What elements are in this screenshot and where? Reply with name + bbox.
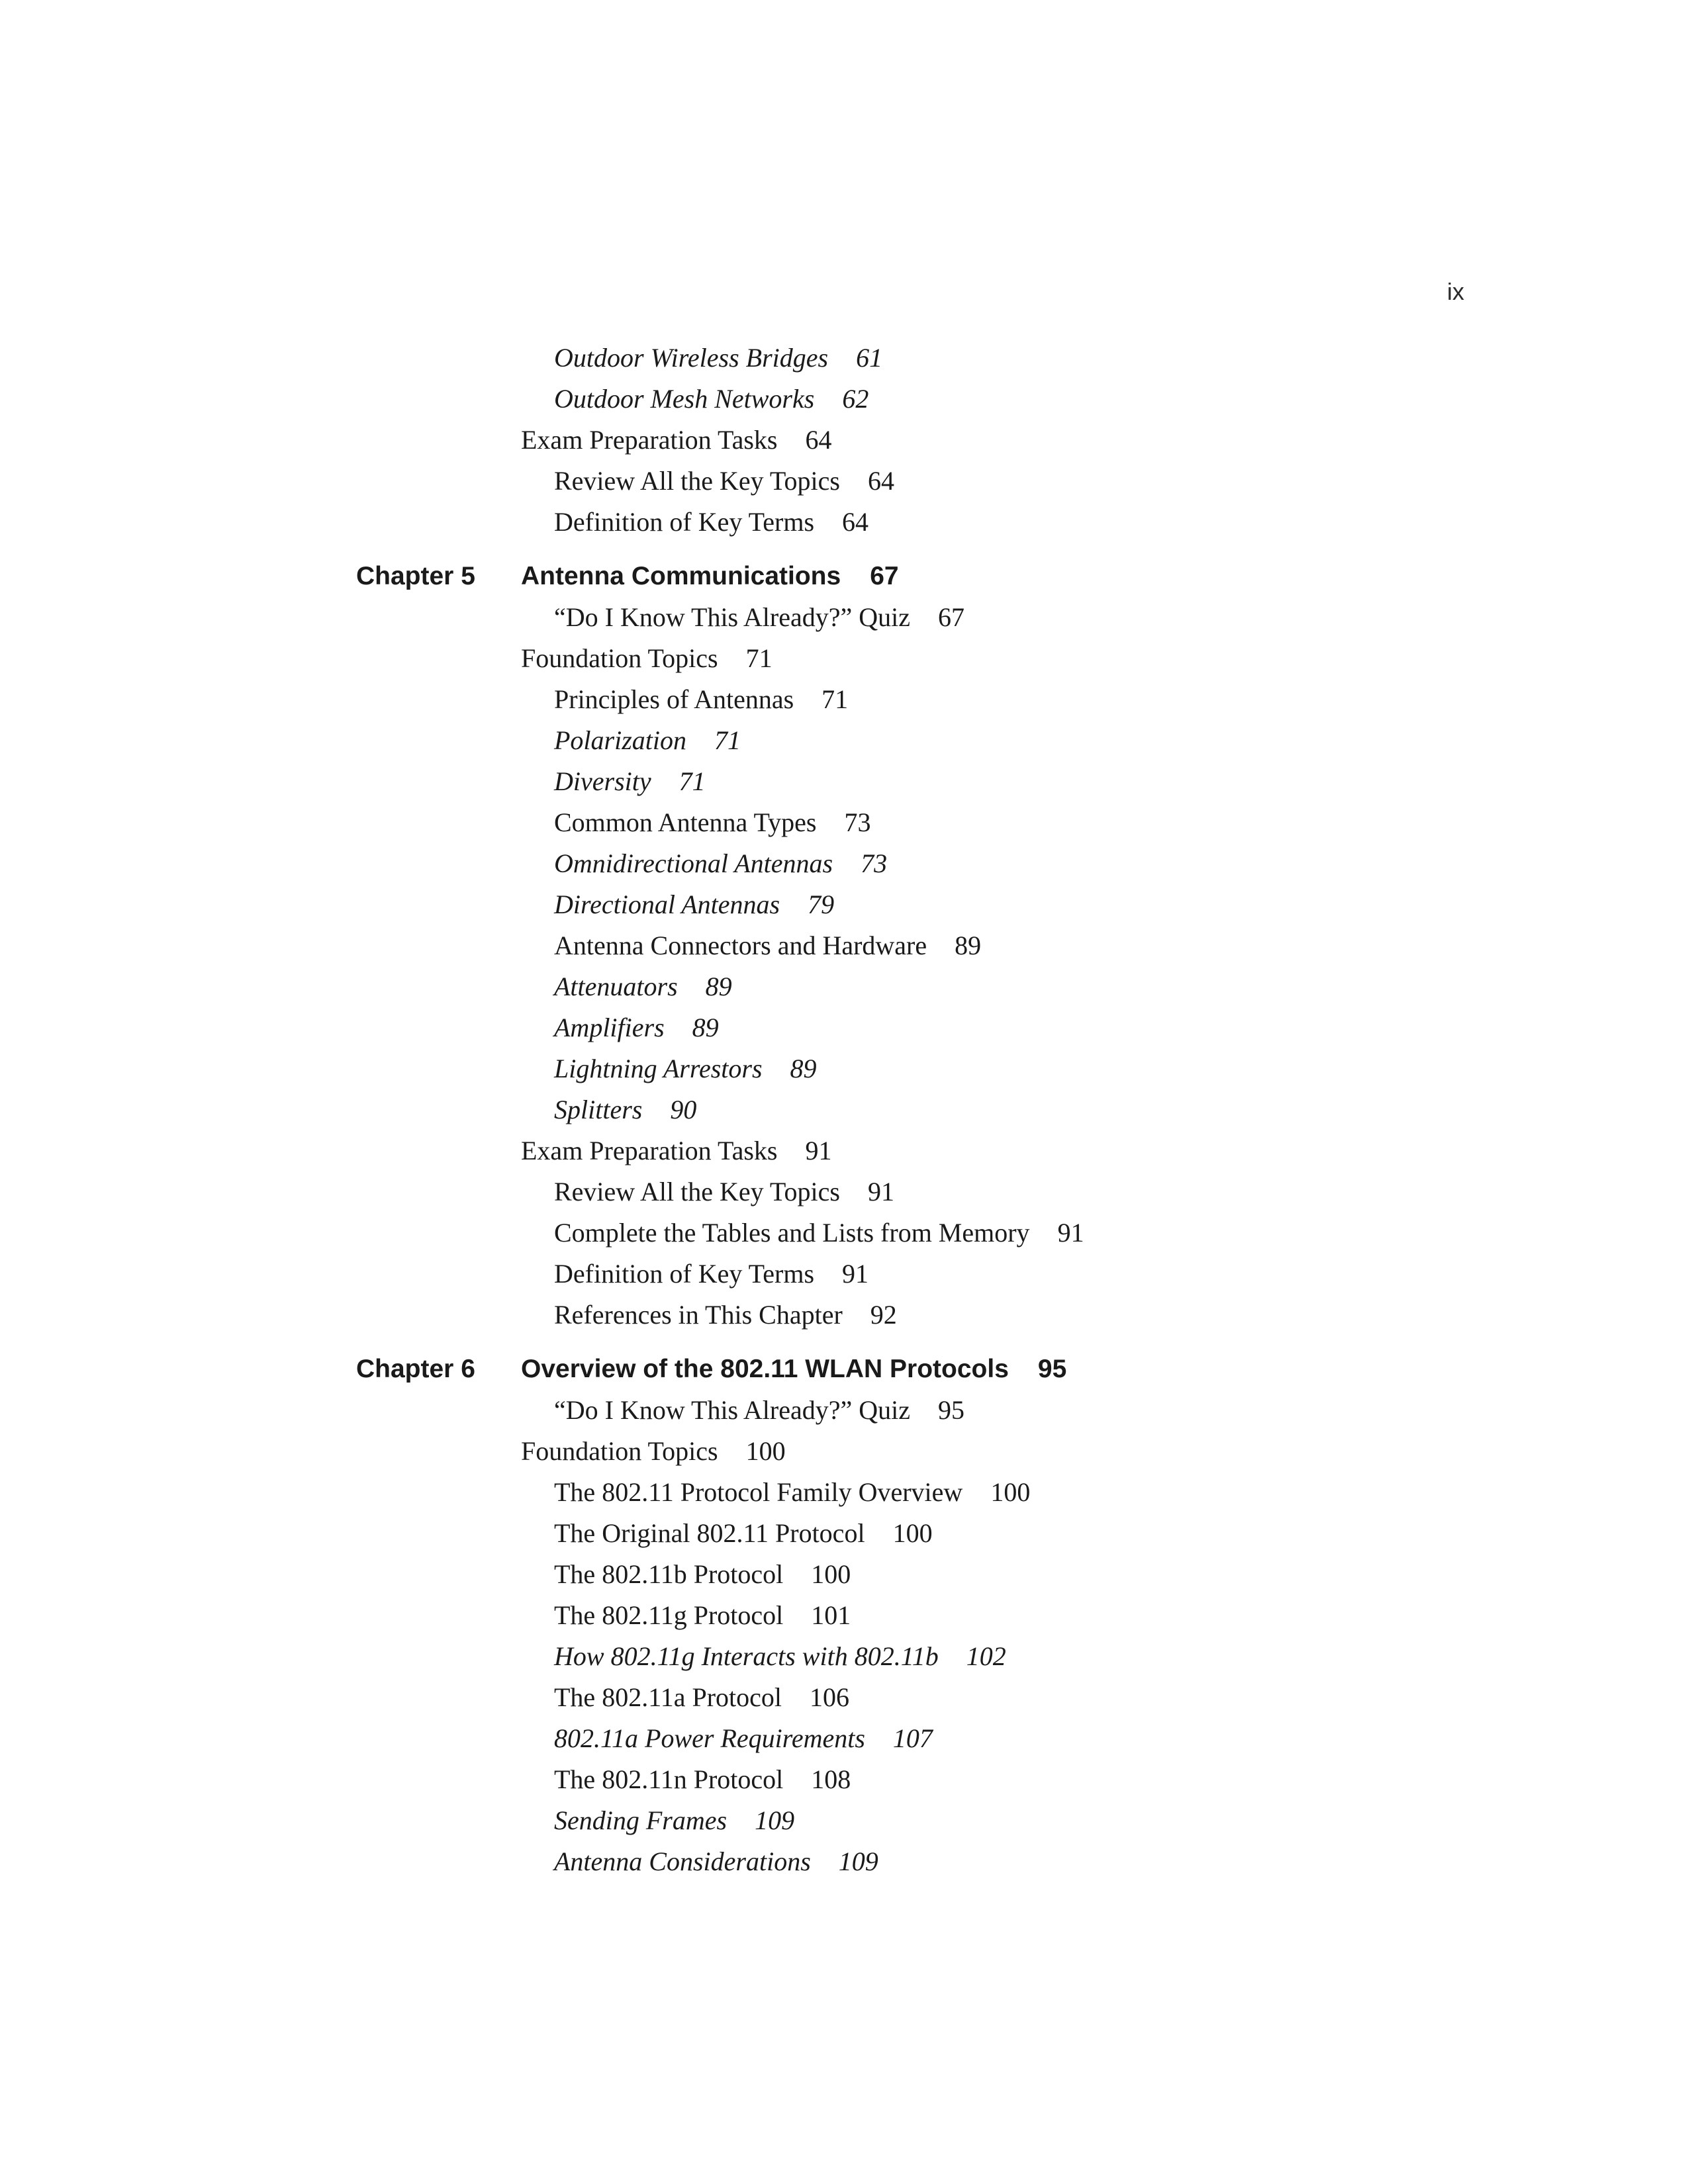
toc-entry-title: Definition of Key Terms [554,1259,815,1289]
toc-entry-page: 67 [938,602,965,632]
chapter-heading [0,556,1688,597]
toc-entry-title: Attenuators [554,972,678,1001]
toc-entry-title: Diversity [554,766,651,796]
toc-entry [0,597,1688,638]
page-number: ix [1447,278,1464,305]
toc-entry-title: Principles of Antennas [554,684,794,714]
toc-entry [0,720,1688,761]
toc-entry [0,1759,1688,1800]
toc-entry [0,1800,1688,1841]
toc-entry [0,379,1688,420]
toc-entry-title: Common Antenna Types [554,807,817,837]
toc-entry [0,1841,1688,1882]
toc-entry-page: 89 [692,1013,719,1042]
toc-entry-page: 92 [870,1300,897,1330]
toc-entry-page: 109 [755,1805,795,1835]
toc-entry-title: Foundation Topics [521,1436,718,1466]
toc-entry-page: 107 [892,1723,933,1753]
chapter-label: Chapter 5 [356,562,475,590]
toc-entry [0,925,1688,966]
toc-entry-title: The 802.11n Protocol [554,1764,784,1794]
toc-entry [0,884,1688,925]
toc-entry-title: How 802.11g Interacts with 802.11b [554,1641,939,1671]
toc-entry-page: 100 [811,1559,851,1589]
toc-entry [0,802,1688,843]
toc-entry-page: 73 [861,848,888,878]
toc-entry-page: 100 [745,1436,786,1466]
toc-entry-title: “Do I Know This Already?” Quiz [554,1395,911,1425]
toc-entry [0,502,1688,543]
toc-entry-page: 71 [714,725,741,755]
toc-entry [0,1636,1688,1677]
toc-entry [0,1718,1688,1759]
toc-entry-title: Review All the Key Topics [554,1177,840,1206]
toc-entry-title: Outdoor Wireless Bridges [554,343,829,373]
toc-entry-page: 62 [842,384,869,414]
toc-entry-page: 109 [838,1846,878,1876]
toc-entry-page: 89 [705,972,732,1001]
toc-entry [0,1390,1688,1431]
toc-entry-page: 71 [679,766,706,796]
toc-entry-title: Antenna Connectors and Hardware [554,931,927,960]
toc-entry-page: 91 [867,1177,894,1206]
toc-entry-title: 802.11a Power Requirements [554,1723,865,1753]
toc-entry-page: 101 [811,1600,851,1630]
toc-entry-page: 91 [842,1259,869,1289]
chapter-page: 67 [870,562,899,590]
chapter-label: Chapter 6 [356,1355,475,1383]
chapter-title: Antenna Communications [521,562,841,590]
toc-entry-title: Complete the Tables and Lists from Memory [554,1218,1030,1248]
toc-entry-title: Lightning Arrestors [554,1054,763,1083]
toc-entry-page: 79 [808,889,835,919]
toc-entry-page: 64 [842,507,869,537]
toc-entry-title: Outdoor Mesh Networks [554,384,815,414]
toc-entry-title: Definition of Key Terms [554,507,815,537]
table-of-contents [0,338,1688,1882]
toc-entry-title: The 802.11g Protocol [554,1600,784,1630]
toc-entry-title: Review All the Key Topics [554,466,840,496]
toc-entry-page: 91 [805,1136,832,1165]
toc-entry-page: 95 [938,1395,965,1425]
toc-entry-page: 108 [811,1764,851,1794]
toc-entry [0,1554,1688,1595]
toc-entry [0,1595,1688,1636]
toc-entry-page: 61 [856,343,883,373]
toc-entry [0,1212,1688,1253]
toc-entry-title: Amplifiers [554,1013,665,1042]
toc-entry-page: 71 [821,684,849,714]
toc-entry-page: 100 [990,1477,1031,1507]
toc-entry [0,1089,1688,1130]
chapter-page: 95 [1037,1355,1067,1383]
toc-entry [0,1295,1688,1336]
toc-entry [0,420,1688,461]
toc-entry-page: 102 [966,1641,1006,1671]
toc-entry-title: Exam Preparation Tasks [521,1136,778,1165]
toc-entry [0,1253,1688,1295]
toc-entry-title: The 802.11b Protocol [554,1559,784,1589]
toc-entry-page: 89 [955,931,982,960]
toc-entry [0,966,1688,1007]
toc-entry-title: Polarization [554,725,687,755]
toc-entry [0,638,1688,679]
toc-entry-title: Splitters [554,1095,643,1124]
toc-entry [0,1431,1688,1472]
toc-entry [0,1513,1688,1554]
toc-entry-title: The 802.11a Protocol [554,1682,782,1712]
toc-entry-title: The Original 802.11 Protocol [554,1518,865,1548]
toc-entry-title: Sending Frames [554,1805,727,1835]
toc-entry [0,1171,1688,1212]
chapter-heading [0,1349,1688,1390]
toc-entry-title: “Do I Know This Already?” Quiz [554,602,911,632]
toc-entry [0,1677,1688,1718]
toc-entry-title: Foundation Topics [521,643,718,673]
toc-entry [0,761,1688,802]
toc-entry-page: 90 [670,1095,697,1124]
toc-entry [0,1007,1688,1048]
toc-entry-title: Directional Antennas [554,889,780,919]
toc-entry-title: Exam Preparation Tasks [521,425,778,455]
chapter-title: Overview of the 802.11 WLAN Protocols [521,1355,1009,1383]
toc-entry [0,843,1688,884]
toc-entry-title: The 802.11 Protocol Family Overview [554,1477,963,1507]
toc-entry-page: 100 [892,1518,933,1548]
toc-entry-page: 64 [805,425,832,455]
toc-entry-title: Antenna Considerations [554,1846,811,1876]
toc-entry-page: 64 [867,466,894,496]
toc-entry [0,1472,1688,1513]
toc-entry-page: 71 [745,643,773,673]
toc-entry [0,461,1688,502]
toc-entry [0,1048,1688,1089]
toc-entry-title: Omnidirectional Antennas [554,848,833,878]
toc-entry [0,1130,1688,1171]
toc-entry [0,679,1688,720]
toc-entry [0,338,1688,379]
toc-entry-page: 73 [844,807,871,837]
toc-entry-page: 91 [1057,1218,1084,1248]
toc-entry-page: 89 [790,1054,817,1083]
toc-entry-page: 106 [810,1682,850,1712]
toc-entry-title: References in This Chapter [554,1300,843,1330]
